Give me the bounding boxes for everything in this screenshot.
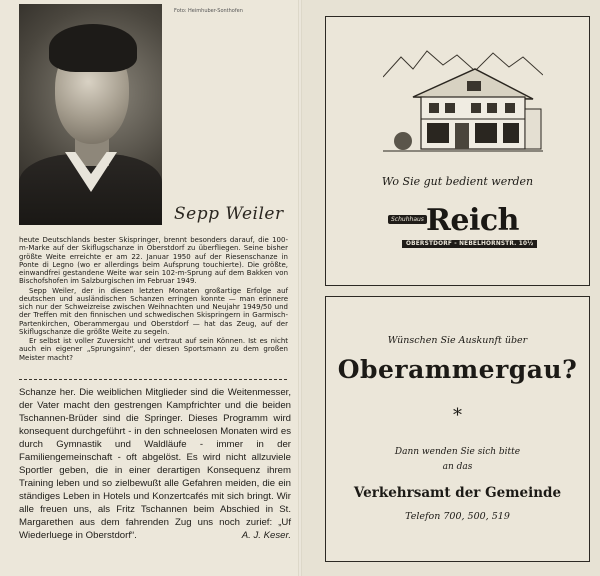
story-text bbox=[19, 386, 291, 542]
bio-paragraph: heute Deutschlands bester Skispringer, brennt besonders darauf, die 100-m-Marke auf der Skiflugschanze in Oberstdorf zu überfliegen. Seine bisher größte Weite erreichte er am 22. Januar 1950 auf der Riesenschanze in Ponte di Legno (wo er allerdings beim Aufsprung touchierte). Die größte, einwandfrei gestandene Weite war sein 102-m-Sprung auf dem Bakken von Bischofshofen im Salzburgischen im Februar 1949. bbox=[19, 236, 288, 286]
bio-paragraph: Er selbst ist voller Zuversicht und vertraut auf sein Können. Ist es nicht auch ein eigener „Sprungsinn“, der diesen Sportsmann zu dem großen Meister macht? bbox=[19, 337, 288, 362]
story-body: Schanze her. Die weiblichen Mitglieder sind die Weitenmesser, der Vater macht den gestrengen Kampfrichter und die beiden Tschannen-Brüder sind die Springer. Dieses Programm wird konsequent durchgeführt - in den schneelosen Monaten wird es durch Gymnastik und Waldläufe - immer in der Familiengemeinschaft - oft abgelöst. Es wird nicht allzuviele Sportler geben, die in einer derartigen Konsequenz ihrem Training leben und so zielbewußt alle Gefahren meiden, die ein ständiges Leben in Hotels und Konzertcafés mit sich bringt. Wir alle freuen uns, als Fritz Tschannen beim Abschied in St. Margarethen aus dem fahrenden Zug uns noch zurief: „Uf Wiederluege in Oberstdorf“. bbox=[19, 387, 291, 541]
bio-paragraph: Sepp Weiler, der in diesen letzten Monaten großartige Erfolge auf deutschen und ausländischen Schanzen erringen konnte — man erinnere sich nur der Schweizreise zwischen Weihnachten und Neujahr 1949/50 und der Treffen mit den finnischen und schwedischen Skispringern in Garmisch-Partenkirchen, Oberammergau und Oberstdorf — hat das Zeug, auf der Skiflugschanze die größte Weite zu segeln. bbox=[19, 286, 288, 336]
contact-line-1: Dann wenden Sie sich bitte bbox=[394, 447, 521, 457]
reich-slogan: Wo Sie gut bedient werden bbox=[381, 175, 534, 188]
bio-text bbox=[19, 236, 288, 363]
oberammergau-advertisement bbox=[325, 296, 590, 562]
reich-advertisement bbox=[325, 16, 590, 286]
reich-brand: Reich bbox=[426, 203, 519, 238]
reich-logo bbox=[388, 203, 538, 253]
dashed-divider bbox=[19, 379, 287, 380]
signature: Sepp Weiler bbox=[174, 204, 284, 224]
portrait-photo bbox=[19, 4, 162, 225]
reich-small-label: Schuhhaus bbox=[388, 215, 427, 224]
story-author: A. J. Keser. bbox=[241, 530, 291, 541]
town-name: Oberammergau? bbox=[337, 355, 578, 384]
page-fold bbox=[298, 0, 302, 576]
shop-building-illustration bbox=[383, 47, 543, 157]
contact-line-2: an das bbox=[442, 462, 473, 472]
info-question: Wünschen Sie Auskunft über bbox=[387, 335, 528, 346]
photo-credit: Foto: Heimhuber-Sonthofen bbox=[174, 8, 243, 14]
asterisk-ornament: * bbox=[453, 405, 462, 426]
phone-numbers: Telefon 700, 500, 519 bbox=[405, 511, 510, 522]
reich-address: OBERSTDORF - NEBELHORNSTR. 10½ bbox=[402, 240, 537, 248]
tourist-office-name: Verkehrsamt der Gemeinde bbox=[353, 485, 562, 501]
